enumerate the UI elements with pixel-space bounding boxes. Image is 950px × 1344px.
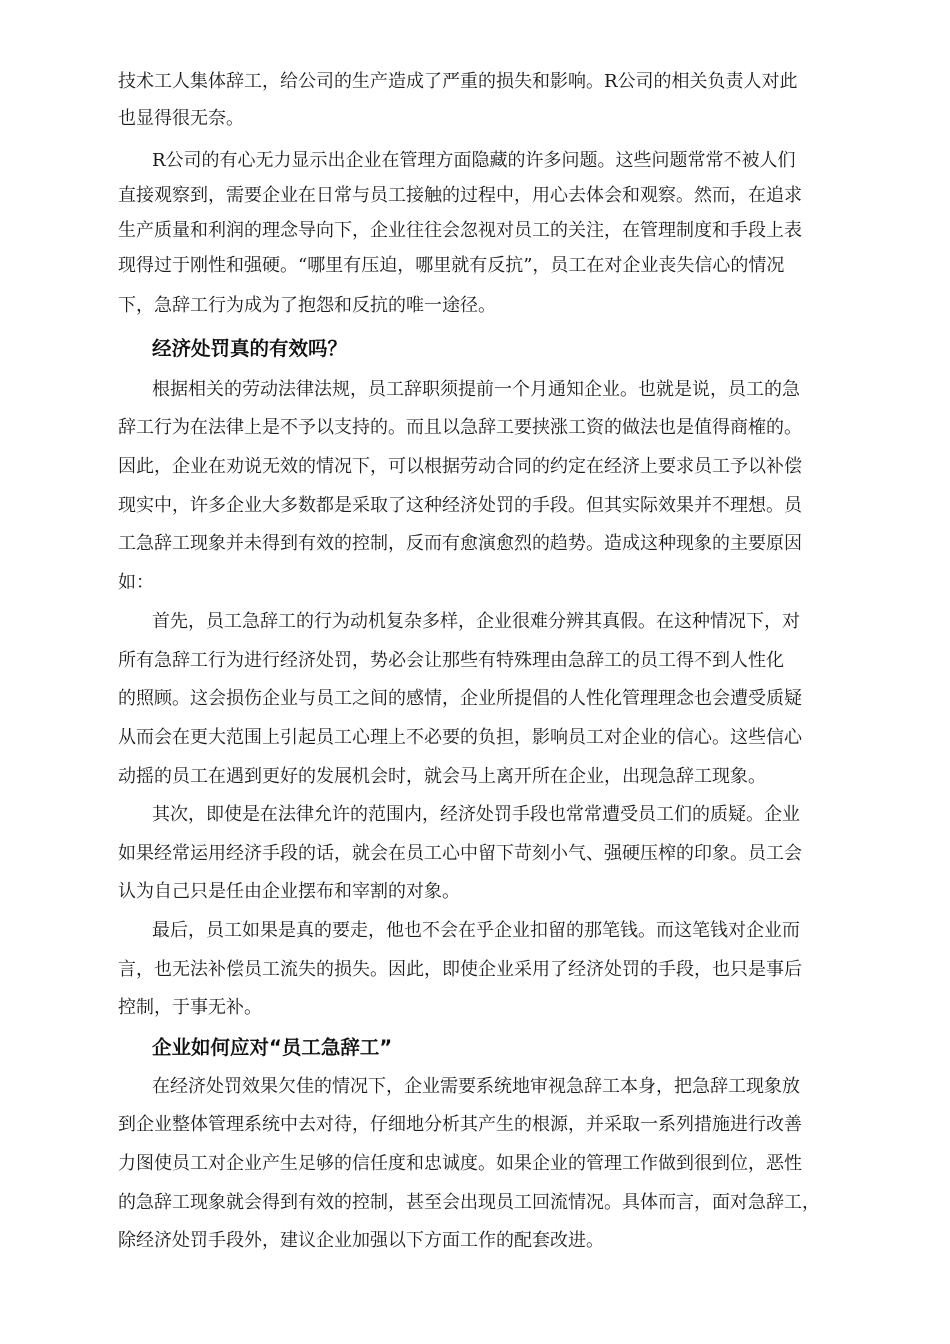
text-line: 的急辞工现象就会得到有效的控制，甚至会出现员工回流情况。具体而言，面对急辞工，: [118, 1192, 820, 1213]
text-line: 除经济处罚手段外，建议企业加强以下方面工作的配套改进。: [118, 1230, 604, 1251]
text-line: 工急辞工现象并未得到有效的控制，反而有愈演愈烈的趋势。造成这种现象的主要原因: [118, 533, 802, 554]
text-line: 的照顾。这会损伤企业与员工之间的感情，企业所提倡的人性化管理理念也会遭受质疑: [118, 688, 802, 709]
text-line: 如果经常运用经济手段的话，就会在员工心中留下苛刻小气、强硬压榨的印象。员工会: [118, 843, 802, 864]
text-line: 根据相关的劳动法律法规，员工辞职须提前一个月通知企业。也就是说，员工的急: [152, 379, 800, 400]
text-line: 也显得很无奈。: [118, 108, 244, 129]
text-line: R公司的有心无力显示出企业在管理方面隐藏的许多问题。这些问题常常不被人们: [152, 150, 796, 171]
section-heading: 经济处罚真的有效吗？: [152, 337, 348, 360]
text-line: 在经济处罚效果欠佳的情况下，企业需要系统地审视急辞工本身，把急辞工现象放: [152, 1076, 800, 1097]
text-line: 现得过于刚性和强硬。“哪里有压迫，哪里就有反抗”，员工在对企业丧失信心的情况: [118, 255, 785, 276]
text-line: 到企业整体管理系统中去对待，仔细地分析其产生的根源，并采取一系列措施进行改善: [118, 1114, 802, 1135]
text-line: 其次，即使是在法律允许的范围内，经济处罚手段也常常遭受员工们的质疑。企业: [152, 804, 800, 825]
text-line: 认为自己只是任由企业摆布和宰割的对象。: [118, 881, 460, 902]
text-line: 力图使员工对企业产生足够的信任度和忠诚度。如果企业的管理工作做到很到位，恶性: [118, 1153, 802, 1174]
text-line: 从而会在更大范围上引起员工心理上不必要的负担，影响员工对企业的信心。这些信心: [118, 727, 802, 748]
text-line: 所有急辞工行为进行经济处罚，势必会让那些有特殊理由急辞工的员工得不到人性化: [118, 650, 784, 671]
text-line: 最后，员工如果是真的要走，他也不会在乎企业扣留的那笔钱。而这笔钱对企业而: [152, 920, 800, 941]
section-heading: 企业如何应对“员工急辞工”: [152, 1036, 393, 1059]
text-line: 言，也无法补偿员工流失的损失。因此，即使企业采用了经济处罚的手段，也只是事后: [118, 959, 802, 980]
text-line: 首先，员工急辞工的行为动机复杂多样，企业很难分辨其真假。在这种情况下，对: [152, 611, 800, 632]
text-line: 因此，企业在劝说无效的情况下，可以根据劳动合同的约定在经济上要求员工予以补偿: [118, 456, 802, 477]
text-line: 动摇的员工在遇到更好的发展机会时，就会马上离开所在企业，出现急辞工现象。: [118, 766, 766, 787]
text-line: 控制，于事无补。: [118, 997, 262, 1018]
text-line: 下，急辞工行为成为了抱怨和反抗的唯一途径。: [118, 295, 496, 316]
text-line: 生产质量和利润的理念导向下，企业往往会忽视对员工的关注，在管理制度和手段上表: [118, 220, 802, 241]
text-line: 辞工行为在法律上是不予以支持的。而且以急辞工要挟涨工资的做法也是值得商榷的。: [118, 417, 802, 438]
text-line: 直接观察到，需要企业在日常与员工接触的过程中，用心去体会和观察。然而，在追求: [118, 185, 802, 206]
text-line: 如：: [118, 572, 154, 593]
text-line: 技术工人集体辞工，给公司的生产造成了严重的损失和影响。R公司的相关负责人对此: [118, 71, 798, 92]
text-line: 现实中，许多企业大多数都是采取了这种经济处罚的手段。但其实际效果并不理想。员: [118, 495, 802, 516]
